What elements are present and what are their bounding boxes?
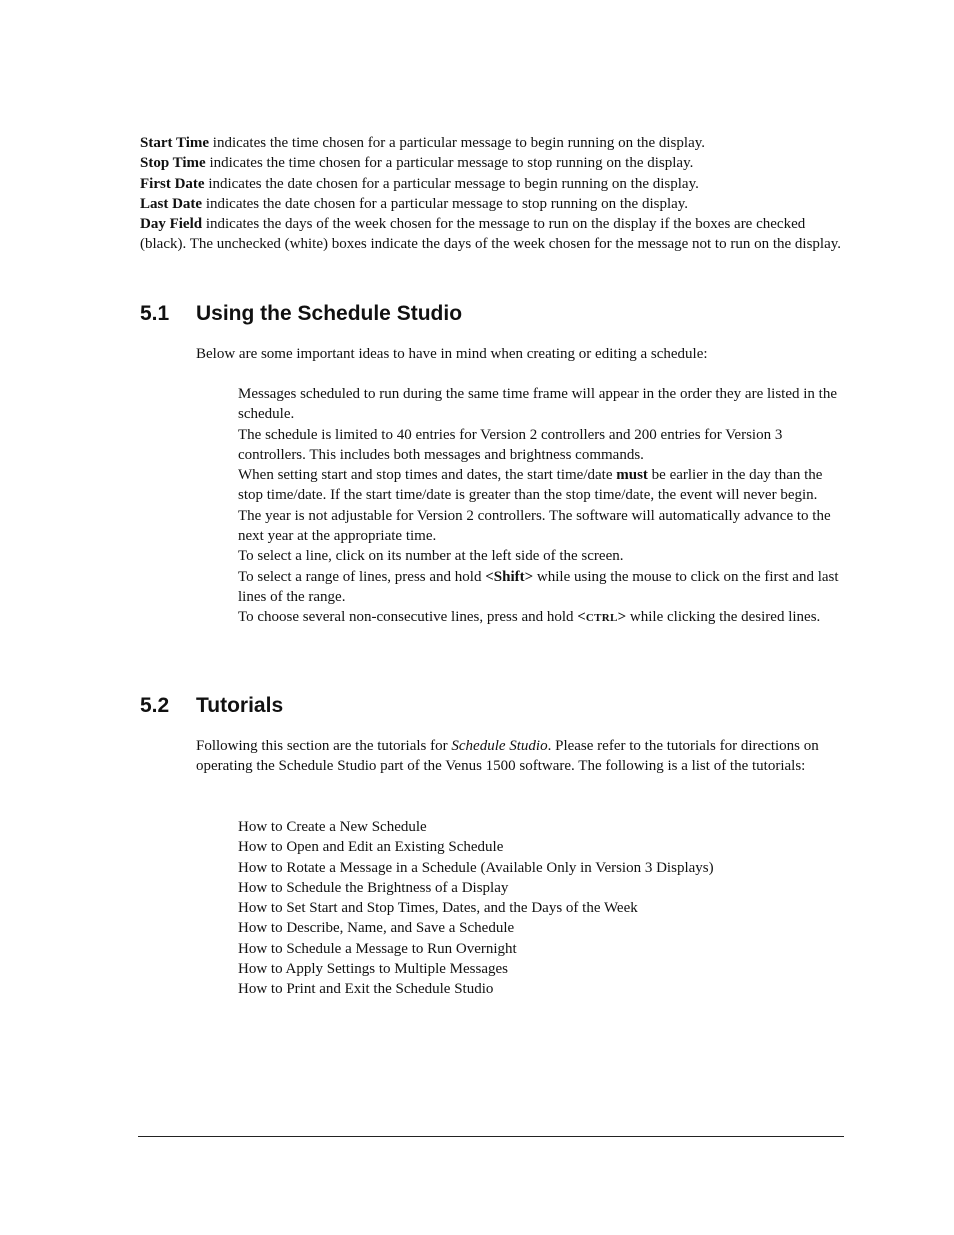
definition-start-time [140,133,845,153]
list-item: Messages scheduled to run during the same time frame will appear in the order they are listed in the schedule. [238,386,837,423]
text: To choose several non-consecutive lines, press and hold [238,609,578,626]
text: . Please refer to the tutorials for directions on operating the Schedule Studio part of the Venus 1500 software. The following is a list of the tutorials: [196,738,819,775]
definition-last-date [140,194,845,214]
list-item: How to Open and Edit an Existing Schedule [238,839,504,856]
key-name [577,609,626,625]
list-item [238,607,844,628]
section-heading-5-1 [140,302,462,326]
bracket: < [577,609,586,626]
text: while clicking the desired lines. [626,609,821,626]
key-label: CTRL [585,612,618,625]
definitions-block [140,133,845,255]
section-heading-5-2 [140,694,283,718]
definition-text: indicates the time chosen for a particular message to begin running on the display. [209,135,705,151]
section-intro: Below are some important ideas to have in mind when creating or editing a schedule: [196,346,708,362]
list-item [238,465,844,506]
definition-text: indicates the date chosen for a particular message to stop running on the display. [202,195,689,212]
text: be earlier in the day than the stop time/date. If the start time/date is greater than the stop time/date, the event will never begin. [238,467,823,504]
section-title: Using the Schedule Studio [196,302,463,325]
definition-first-date [140,174,845,194]
list-item: How to Apply Settings to Multiple Messages [238,961,508,978]
term: Stop Time [140,155,206,172]
term: First Date [140,175,205,192]
section-title: Tutorials [196,694,284,717]
section-intro [196,736,844,777]
definition-text: indicates the time chosen for a particular message to stop running on the display. [205,155,694,172]
list-item: The year is not adjustable for Version 2 controllers. The software will automatically advance to the next year at the appropriate time. [238,507,831,545]
list-item: How to Create a New Schedule [238,819,427,835]
list-item [238,567,844,608]
list-item: How to Schedule a Message to Run Overnight [238,940,517,957]
definition-stop-time [140,153,845,173]
key-name: <Shift> [485,568,534,585]
list-item: How to Print and Exit the Schedule Studio [238,981,494,998]
tutorials-list [238,817,844,1000]
definition-day-field [140,214,845,255]
section-number: 5.1 [140,302,170,325]
term: Day Field [140,216,203,233]
term: Last Date [140,195,203,212]
definition-text: indicates the days of the week chosen for the message to run on the display if the boxes are checked (black). The unchecked (white) boxes indicate the days of the week chosen for the message not to run on the display. [140,216,842,253]
list-item: How to Describe, Name, and Save a Schedule [238,920,515,937]
term: Start Time [140,135,210,151]
text: When setting start and stop times and dates, the start time/date [238,467,617,484]
section-number: 5.2 [140,694,170,717]
product-name: Schedule Studio [451,738,548,754]
list-item: How to Schedule the Brightness of a Display [238,879,509,896]
text: Following this section are the tutorials for [196,738,452,754]
list-item: To select a line, click on its number at the left side of the screen. [238,548,624,565]
bracket: > [617,609,627,626]
list-item: How to Set Start and Stop Times, Dates, and the Days of the Week [238,900,638,917]
list-item: The schedule is limited to 40 entries for Version 2 controllers and 200 entries for Version 3 controllers. This includes both messages and brightness commands. [238,426,783,463]
definition-text: indicates the date chosen for a particular message to begin running on the display. [204,175,699,192]
text: To select a range of lines, press and hold [238,568,486,585]
emphasis: must [616,467,648,484]
text: while using the mouse to click on the first and last lines of the range. [238,568,839,605]
footer-divider [138,1136,844,1137]
schedule-ideas-list [238,384,844,629]
list-item: How to Rotate a Message in a Schedule (Available Only in Version 3 Displays) [238,859,714,876]
